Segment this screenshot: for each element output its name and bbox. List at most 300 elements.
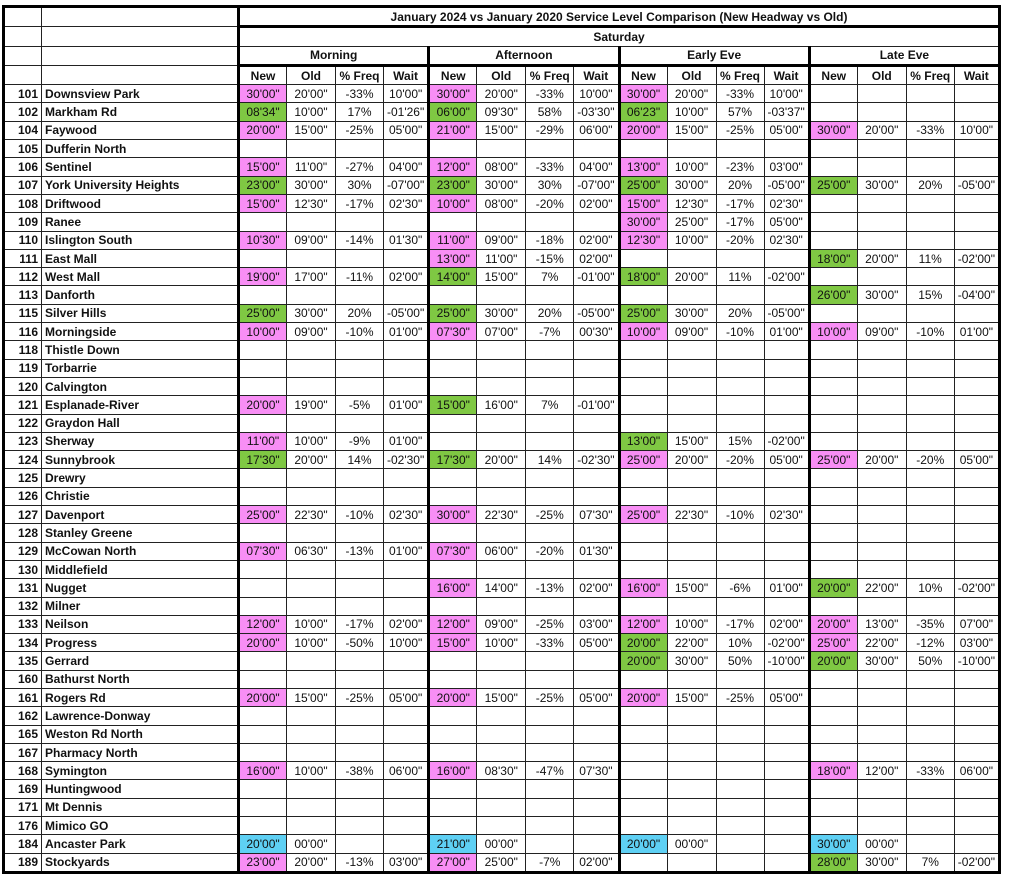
cell-new xyxy=(239,652,287,670)
cell-new xyxy=(619,725,667,743)
col-header-old: Old xyxy=(477,65,526,84)
cell-new: 20'00" xyxy=(619,121,667,139)
cell-old: 07'00" xyxy=(477,323,526,341)
route-number: 165 xyxy=(4,725,42,743)
cell-old: 15'00" xyxy=(667,688,716,706)
cell-wait: 10'00" xyxy=(764,85,809,103)
cell-new: 17'30" xyxy=(429,451,477,469)
cell-old xyxy=(857,743,906,761)
cell-old: 15'00" xyxy=(667,579,716,597)
cell-wait xyxy=(384,140,429,158)
cell-pct-freq xyxy=(336,670,384,688)
route-number: 171 xyxy=(4,798,42,816)
cell-pct-freq xyxy=(336,579,384,597)
cell-old xyxy=(667,560,716,578)
cell-pct-freq xyxy=(716,798,764,816)
cell-old xyxy=(857,304,906,322)
cell-new xyxy=(429,560,477,578)
cell-new: 08'34" xyxy=(239,103,287,121)
cell-new xyxy=(239,341,287,359)
route-number: 105 xyxy=(4,140,42,158)
route-name: Esplanade-River xyxy=(42,396,239,414)
cell-new xyxy=(429,597,477,615)
cell-pct-freq xyxy=(336,414,384,432)
route-name: Driftwood xyxy=(42,194,239,212)
cell-pct-freq xyxy=(716,817,764,835)
col-header-wait: Wait xyxy=(954,65,999,84)
cell-new xyxy=(429,213,477,231)
cell-old: 12'00" xyxy=(857,762,906,780)
cell-new: 17'30" xyxy=(239,451,287,469)
cell-old: 30'00" xyxy=(857,176,906,194)
cell-old: 22'00" xyxy=(667,634,716,652)
col-header-wait: Wait xyxy=(574,65,619,84)
cell-pct-freq xyxy=(336,286,384,304)
cell-wait xyxy=(384,524,429,542)
cell-wait: 02'00" xyxy=(764,615,809,633)
cell-new xyxy=(809,194,857,212)
cell-wait xyxy=(574,652,619,670)
cell-old xyxy=(667,817,716,835)
cell-old xyxy=(667,597,716,615)
cell-old xyxy=(287,341,336,359)
cell-pct-freq: -5% xyxy=(336,396,384,414)
cell-old xyxy=(667,853,716,872)
cell-old: 13'00" xyxy=(857,615,906,633)
route-name: Huntingwood xyxy=(42,780,239,798)
cell-pct-freq: -29% xyxy=(526,121,574,139)
cell-pct-freq: -13% xyxy=(526,579,574,597)
cell-new: 15'00" xyxy=(239,194,287,212)
route-name: Danforth xyxy=(42,286,239,304)
cell-new xyxy=(619,780,667,798)
cell-new xyxy=(429,670,477,688)
cell-pct-freq xyxy=(526,652,574,670)
cell-wait xyxy=(384,817,429,835)
cell-wait xyxy=(574,725,619,743)
cell-pct-freq xyxy=(906,725,954,743)
table-row xyxy=(4,817,1000,835)
cell-old xyxy=(857,542,906,560)
cell-pct-freq: -33% xyxy=(526,158,574,176)
cell-new xyxy=(809,396,857,414)
route-name: Sunnybrook xyxy=(42,451,239,469)
cell-pct-freq: -33% xyxy=(526,85,574,103)
cell-old: 30'00" xyxy=(667,652,716,670)
cell-wait: 05'00" xyxy=(574,634,619,652)
cell-new: 07'30" xyxy=(429,542,477,560)
cell-pct-freq: 30% xyxy=(336,176,384,194)
cell-new xyxy=(809,103,857,121)
cell-new xyxy=(619,798,667,816)
cell-new xyxy=(239,249,287,267)
cell-pct-freq xyxy=(716,835,764,853)
cell-old xyxy=(667,743,716,761)
cell-old: 12'30" xyxy=(287,194,336,212)
cell-wait: 03'00" xyxy=(954,634,999,652)
cell-new: 20'00" xyxy=(239,396,287,414)
cell-new: 18'00" xyxy=(619,268,667,286)
cell-wait xyxy=(574,377,619,395)
table-row xyxy=(4,414,1000,432)
cell-pct-freq xyxy=(906,487,954,505)
cell-new: 15'00" xyxy=(239,158,287,176)
cell-new: 20'00" xyxy=(239,688,287,706)
cell-wait xyxy=(384,725,429,743)
cell-pct-freq: -25% xyxy=(526,615,574,633)
cell-old xyxy=(667,707,716,725)
cell-pct-freq xyxy=(336,707,384,725)
cell-old: 30'00" xyxy=(287,176,336,194)
cell-wait xyxy=(954,231,999,249)
cell-wait: -02'30" xyxy=(574,451,619,469)
cell-pct-freq xyxy=(336,817,384,835)
cell-new: 12'00" xyxy=(429,158,477,176)
blank-cell xyxy=(42,27,239,46)
cell-pct-freq: -25% xyxy=(716,121,764,139)
cell-pct-freq xyxy=(906,158,954,176)
period-header-late-eve: Late Eve xyxy=(809,46,999,65)
cell-new xyxy=(619,249,667,267)
cell-new xyxy=(809,341,857,359)
cell-old: 15'00" xyxy=(477,268,526,286)
route-number: 189 xyxy=(4,853,42,872)
cell-old xyxy=(667,780,716,798)
cell-old: 22'00" xyxy=(857,579,906,597)
cell-pct-freq xyxy=(336,140,384,158)
cell-old: 22'30" xyxy=(477,506,526,524)
route-name: Torbarrie xyxy=(42,359,239,377)
cell-new: 20'00" xyxy=(619,835,667,853)
route-name: Thistle Down xyxy=(42,341,239,359)
route-number: 161 xyxy=(4,688,42,706)
cell-pct-freq xyxy=(716,524,764,542)
cell-wait xyxy=(954,670,999,688)
cell-new xyxy=(429,780,477,798)
cell-old: 08'30" xyxy=(477,762,526,780)
cell-pct-freq: -20% xyxy=(526,194,574,212)
cell-new: 25'00" xyxy=(619,451,667,469)
cell-pct-freq xyxy=(526,432,574,450)
cell-old: 20'00" xyxy=(857,451,906,469)
cell-old: 20'00" xyxy=(667,85,716,103)
cell-wait xyxy=(384,249,429,267)
cell-pct-freq xyxy=(716,377,764,395)
cell-wait: 04'00" xyxy=(384,158,429,176)
cell-pct-freq: -38% xyxy=(336,762,384,780)
cell-new: 20'00" xyxy=(809,579,857,597)
period-header-early-eve: Early Eve xyxy=(619,46,809,65)
table-row xyxy=(4,451,1000,469)
cell-old xyxy=(667,414,716,432)
col-header-new: New xyxy=(239,65,287,84)
route-number: 124 xyxy=(4,451,42,469)
cell-new: 20'00" xyxy=(619,652,667,670)
cell-new xyxy=(429,743,477,761)
cell-pct-freq: -14% xyxy=(336,231,384,249)
cell-new xyxy=(809,817,857,835)
cell-new: 30'00" xyxy=(619,85,667,103)
cell-old xyxy=(287,249,336,267)
cell-pct-freq xyxy=(526,469,574,487)
cell-wait: -02'00" xyxy=(954,249,999,267)
route-name: Faywood xyxy=(42,121,239,139)
cell-new: 26'00" xyxy=(809,286,857,304)
cell-new: 28'00" xyxy=(809,853,857,872)
cell-old: 20'00" xyxy=(857,121,906,139)
cell-old xyxy=(857,469,906,487)
route-number: 107 xyxy=(4,176,42,194)
cell-old: 15'00" xyxy=(667,432,716,450)
cell-new: 15'00" xyxy=(429,396,477,414)
cell-pct-freq: -6% xyxy=(716,579,764,597)
route-name: Gerrard xyxy=(42,652,239,670)
cell-pct-freq: -17% xyxy=(336,194,384,212)
route-name: Symington xyxy=(42,762,239,780)
cell-old: 09'00" xyxy=(477,615,526,633)
route-number: 133 xyxy=(4,615,42,633)
cell-wait: 02'00" xyxy=(384,615,429,633)
cell-wait xyxy=(574,487,619,505)
table-row xyxy=(4,432,1000,450)
cell-wait: 01'00" xyxy=(384,432,429,450)
cell-new: 18'00" xyxy=(809,762,857,780)
cell-pct-freq xyxy=(526,835,574,853)
cell-new xyxy=(809,725,857,743)
cell-old xyxy=(477,487,526,505)
table-row xyxy=(4,798,1000,816)
cell-pct-freq xyxy=(716,780,764,798)
cell-pct-freq xyxy=(906,688,954,706)
cell-new xyxy=(239,469,287,487)
cell-wait xyxy=(954,817,999,835)
table-row xyxy=(4,359,1000,377)
cell-wait xyxy=(764,359,809,377)
cell-old xyxy=(477,432,526,450)
cell-new: 25'00" xyxy=(619,176,667,194)
cell-old xyxy=(857,231,906,249)
route-number: 110 xyxy=(4,231,42,249)
route-number: 108 xyxy=(4,194,42,212)
cell-old: 12'30" xyxy=(667,194,716,212)
cell-pct-freq xyxy=(336,597,384,615)
cell-new xyxy=(239,524,287,542)
route-name: Pharmacy North xyxy=(42,743,239,761)
cell-wait xyxy=(574,341,619,359)
cell-wait: 02'30" xyxy=(764,231,809,249)
cell-wait xyxy=(384,835,429,853)
cell-pct-freq xyxy=(526,670,574,688)
cell-pct-freq xyxy=(526,725,574,743)
cell-old: 11'00" xyxy=(477,249,526,267)
blank-cell xyxy=(4,65,42,84)
cell-old xyxy=(477,286,526,304)
cell-old xyxy=(667,524,716,542)
cell-new: 23'00" xyxy=(239,853,287,872)
cell-new xyxy=(239,798,287,816)
cell-pct-freq xyxy=(906,743,954,761)
cell-old xyxy=(857,432,906,450)
blank-cell xyxy=(42,7,239,27)
cell-new xyxy=(619,341,667,359)
cell-old: 00'00" xyxy=(287,835,336,853)
cell-old xyxy=(857,268,906,286)
cell-old xyxy=(857,798,906,816)
route-number: 112 xyxy=(4,268,42,286)
route-number: 160 xyxy=(4,670,42,688)
route-name: Drewry xyxy=(42,469,239,487)
cell-pct-freq xyxy=(716,249,764,267)
cell-old: 10'00" xyxy=(667,158,716,176)
cell-old xyxy=(287,414,336,432)
blank-cell xyxy=(42,65,239,84)
table-row xyxy=(4,853,1000,872)
cell-new xyxy=(809,560,857,578)
cell-new xyxy=(619,817,667,835)
cell-wait xyxy=(764,524,809,542)
cell-wait: -02'00" xyxy=(764,634,809,652)
table-row xyxy=(4,524,1000,542)
cell-pct-freq xyxy=(906,506,954,524)
cell-old: 10'00" xyxy=(667,615,716,633)
cell-wait xyxy=(764,560,809,578)
cell-pct-freq xyxy=(526,597,574,615)
route-name: Ancaster Park xyxy=(42,835,239,853)
cell-old xyxy=(857,103,906,121)
cell-old: 20'00" xyxy=(477,451,526,469)
route-number: 167 xyxy=(4,743,42,761)
cell-new xyxy=(239,560,287,578)
cell-pct-freq: 7% xyxy=(526,396,574,414)
cell-new xyxy=(619,414,667,432)
cell-old: 20'00" xyxy=(287,85,336,103)
cell-old: 25'00" xyxy=(477,853,526,872)
cell-wait xyxy=(574,817,619,835)
cell-pct-freq xyxy=(526,780,574,798)
cell-old xyxy=(857,341,906,359)
cell-wait xyxy=(764,140,809,158)
cell-wait: -02'00" xyxy=(954,579,999,597)
cell-old xyxy=(477,670,526,688)
col-header-wait: Wait xyxy=(764,65,809,84)
cell-wait xyxy=(764,249,809,267)
cell-wait xyxy=(954,304,999,322)
cell-new: 25'00" xyxy=(809,634,857,652)
cell-new xyxy=(239,377,287,395)
cell-wait xyxy=(574,560,619,578)
cell-old: 19'00" xyxy=(287,396,336,414)
cell-pct-freq: -33% xyxy=(526,634,574,652)
cell-new: 23'00" xyxy=(429,176,477,194)
blank-cell xyxy=(4,46,42,65)
cell-new: 14'00" xyxy=(429,268,477,286)
cell-old xyxy=(857,524,906,542)
cell-old xyxy=(477,414,526,432)
cell-new: 06'23" xyxy=(619,103,667,121)
col-header-new: New xyxy=(809,65,857,84)
cell-wait xyxy=(384,780,429,798)
cell-pct-freq xyxy=(526,213,574,231)
cell-new: 10'00" xyxy=(809,323,857,341)
cell-pct-freq xyxy=(716,670,764,688)
cell-old: 22'30" xyxy=(287,506,336,524)
cell-old: 09'00" xyxy=(287,231,336,249)
cell-old xyxy=(287,707,336,725)
cell-pct-freq: 7% xyxy=(526,268,574,286)
cell-wait xyxy=(954,542,999,560)
cell-old xyxy=(287,377,336,395)
cell-new: 12'00" xyxy=(239,615,287,633)
col-header-wait: Wait xyxy=(384,65,429,84)
cell-pct-freq: -20% xyxy=(716,451,764,469)
cell-pct-freq xyxy=(906,432,954,450)
cell-new xyxy=(809,268,857,286)
cell-new xyxy=(619,762,667,780)
cell-new: 20'00" xyxy=(809,615,857,633)
cell-wait: -02'00" xyxy=(954,853,999,872)
cell-new xyxy=(619,524,667,542)
route-name: Rogers Rd xyxy=(42,688,239,706)
cell-pct-freq: 10% xyxy=(716,634,764,652)
cell-new xyxy=(429,341,477,359)
cell-pct-freq: -25% xyxy=(526,688,574,706)
cell-old xyxy=(477,597,526,615)
table-row xyxy=(4,652,1000,670)
cell-wait: -10'00" xyxy=(954,652,999,670)
cell-pct-freq xyxy=(906,213,954,231)
cell-old: 15'00" xyxy=(667,121,716,139)
cell-wait xyxy=(384,213,429,231)
table-title: January 2024 vs January 2020 Service Level Comparison (New Headway vs Old) xyxy=(239,7,1000,27)
cell-pct-freq xyxy=(716,396,764,414)
cell-old xyxy=(857,670,906,688)
cell-wait xyxy=(574,432,619,450)
cell-old xyxy=(287,817,336,835)
cell-wait xyxy=(384,359,429,377)
cell-new xyxy=(619,140,667,158)
cell-old: 15'00" xyxy=(477,121,526,139)
cell-pct-freq: -10% xyxy=(336,506,384,524)
route-number: 126 xyxy=(4,487,42,505)
route-name: Sentinel xyxy=(42,158,239,176)
cell-pct-freq xyxy=(716,140,764,158)
cell-new xyxy=(239,579,287,597)
cell-old: 30'00" xyxy=(857,652,906,670)
service-comparison-table xyxy=(2,5,1001,874)
cell-old xyxy=(667,670,716,688)
cell-pct-freq xyxy=(906,670,954,688)
cell-wait xyxy=(954,688,999,706)
cell-wait: -02'00" xyxy=(764,268,809,286)
cell-new: 25'00" xyxy=(239,506,287,524)
cell-wait xyxy=(764,469,809,487)
cell-wait xyxy=(954,798,999,816)
cell-new xyxy=(429,707,477,725)
cell-old: 10'00" xyxy=(287,634,336,652)
cell-pct-freq xyxy=(906,707,954,725)
route-name: East Mall xyxy=(42,249,239,267)
cell-pct-freq xyxy=(906,341,954,359)
cell-new xyxy=(809,542,857,560)
cell-old xyxy=(477,780,526,798)
cell-new: 20'00" xyxy=(619,634,667,652)
cell-new xyxy=(239,780,287,798)
cell-old xyxy=(287,780,336,798)
cell-wait: 05'00" xyxy=(764,688,809,706)
route-name: Bathurst North xyxy=(42,670,239,688)
cell-wait: 02'30" xyxy=(764,194,809,212)
cell-wait xyxy=(574,359,619,377)
